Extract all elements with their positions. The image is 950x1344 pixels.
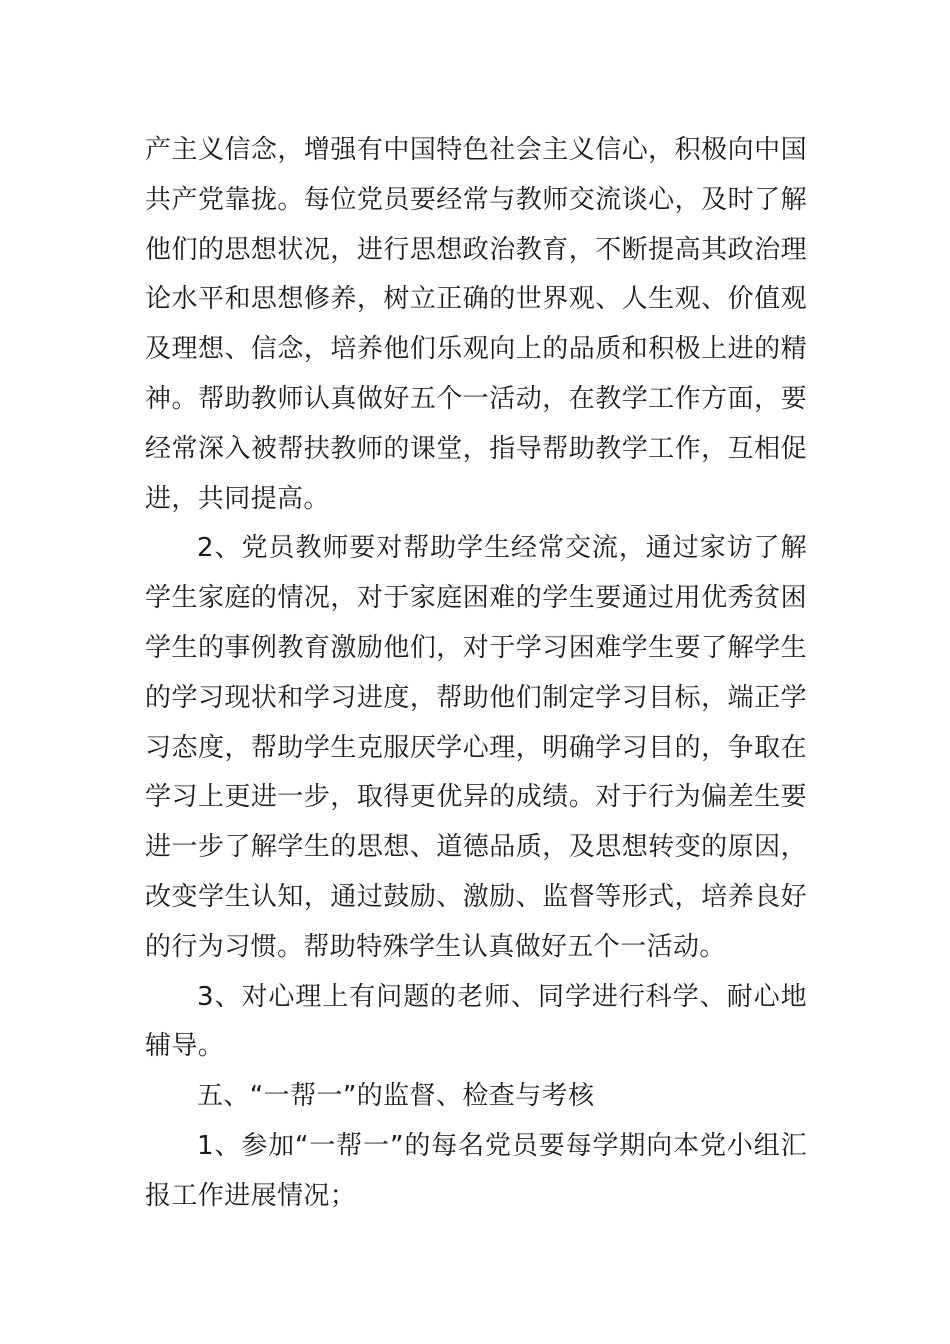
- paragraph-item-3: 3、对心理上有问题的老师、同学进行科学、耐心地辅导。: [145, 981, 807, 1062]
- document-body: [145, 126, 807, 1222]
- paragraph-item-1: 1、参加“一帮一”的每名党员要每学期向本党小组汇报工作进展情况；: [145, 1130, 807, 1211]
- section-heading-five: 五、“一帮一”的监督、检查与考核: [197, 1081, 595, 1112]
- paragraph-item-2: 2、党员教师要对帮助学生经常交流，通过家访了解学生家庭的情况，对于家庭困难的学生要通过用优秀贫困学生的事例教育激励他们，对于学习困难学生要了解学生的学习现状和学习进度，帮助他们制定学习目标，端正学习态度，帮助学生克服厌学心理，明确学习目的，争取在学习上更进一步，取得更优异的成绩。对于行为偏差生要进一步了解学生的思想、道德品质，及思想转变的原因，改变学生认知，通过鼓励、激励、监督等形式，培养良好的行为习惯。帮助特殊学生认真做好五个一活动。: [145, 533, 807, 962]
- paragraph-continuation: 产主义信念，增强有中国特色社会主义信心，积极向中国共产党靠拢。每位党员要经常与教师交流谈心，及时了解他们的思想状况，进行思想政治教育，不断提高其政治理论水平和思想修养，树立正确的世界观、人生观、价值观及理想、信念，培养他们乐观向上的品质和积极上进的精神。帮助教师认真做好五个一活动，在教学工作方面，要经常深入被帮扶教师的课堂，指导帮助教学工作，互相促进，共同提高。: [145, 135, 807, 514]
